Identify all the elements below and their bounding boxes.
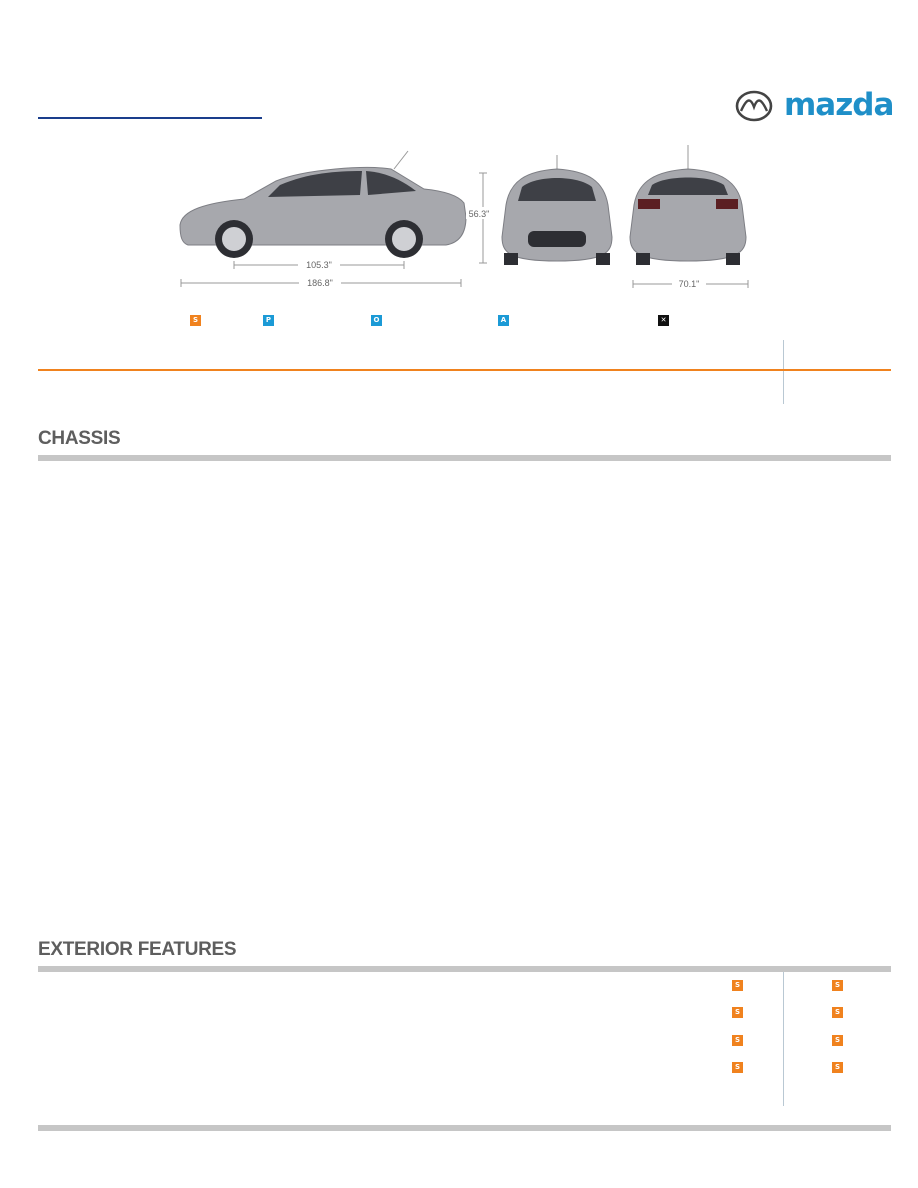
exterior-row-2-col-1-standard-badge: S [732, 1007, 743, 1018]
chassis-section-rule [38, 455, 891, 461]
legend-option-badge: O [371, 315, 382, 326]
exterior-row-3-col-1-standard-badge: S [732, 1035, 743, 1046]
exterior-row-4-col-1-standard-badge: S [732, 1062, 743, 1073]
exterior-features-heading: EXTERIOR FEATURES [38, 939, 237, 960]
wheelbase-label: 105.3" [306, 260, 332, 270]
exterior-row-1-col-2-standard-badge: S [832, 980, 843, 991]
front-view-car-image [502, 155, 612, 265]
mazda-wordmark: mazda [784, 87, 894, 123]
exterior-section-rule [38, 966, 891, 972]
trim-column-divider [783, 340, 784, 404]
exterior-row-4-col-2-standard-badge: S [832, 1062, 843, 1073]
mazda-emblem-icon [734, 86, 778, 126]
vehicle-dimension-diagram [176, 145, 756, 295]
chassis-heading: CHASSIS [38, 428, 121, 449]
height-label: 56.3" [468, 209, 490, 219]
exterior-row-2-col-2-standard-badge: S [832, 1007, 843, 1018]
title-underline [38, 117, 262, 119]
legend-accessory-badge: A [498, 315, 509, 326]
legend-package-badge: P [263, 315, 274, 326]
length-label: 186.8" [307, 278, 333, 288]
width-label: 70.1" [678, 279, 700, 289]
side-view-car-image [180, 151, 466, 258]
exterior-row-3-col-2-standard-badge: S [832, 1035, 843, 1046]
exterior-row-1-col-1-standard-badge: S [732, 980, 743, 991]
bottom-section-rule [38, 1125, 891, 1131]
legend-not-available-badge: ✕ [658, 315, 669, 326]
rear-view-car-image [630, 145, 746, 265]
trim-header-rule [38, 369, 891, 371]
mazda-logo [734, 86, 894, 126]
legend-standard-badge: S [190, 315, 201, 326]
exterior-column-divider [783, 972, 784, 1106]
